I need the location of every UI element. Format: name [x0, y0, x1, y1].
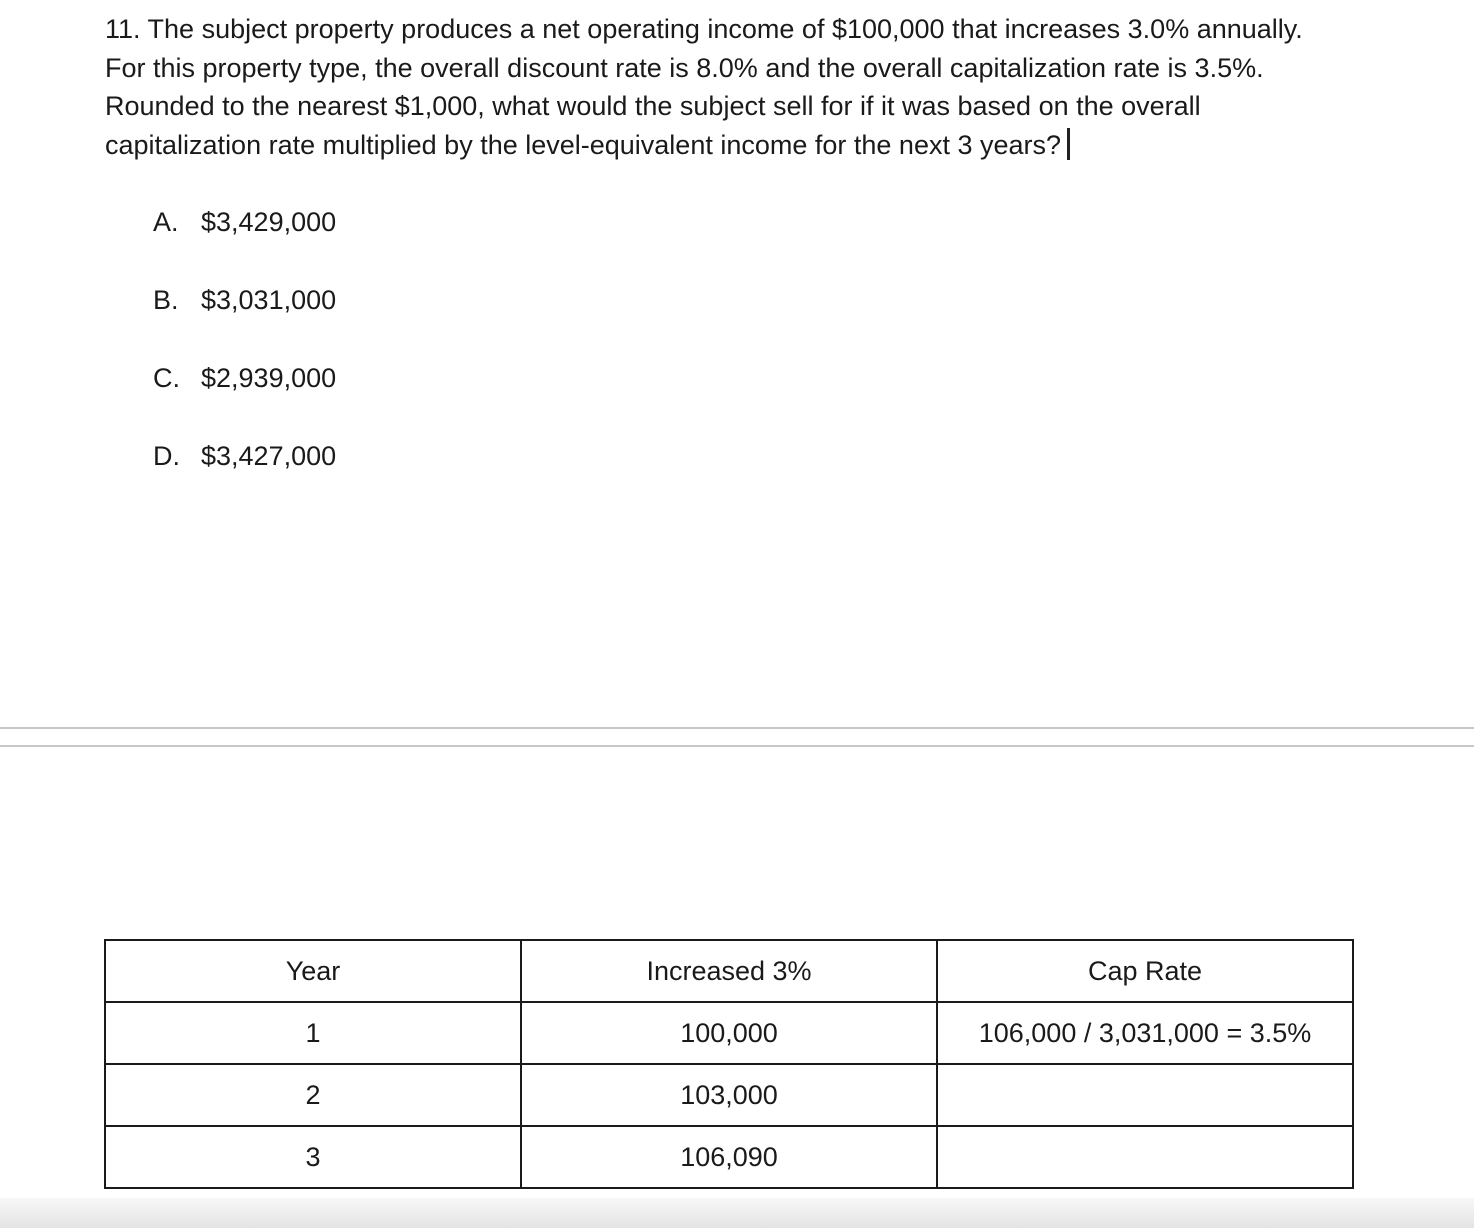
option-letter: C.: [153, 363, 180, 393]
question-number: 11.: [105, 14, 141, 44]
window-bottom-edge: [0, 1198, 1474, 1228]
option-d[interactable]: [153, 434, 336, 512]
question-body: The subject property produces a net operating income of $100,000 that increases 3.0% annually. For this property type, the overall discount rate is 8.0% and the overall capitalization rate is 3.5%. Rounded to the nearest $1,000, what would the subject sell for if it was based on the overall capitalization rate multiplied by the level-equivalent income for the next 3 years?: [105, 14, 1303, 160]
cell-cap-rate: [937, 1064, 1353, 1126]
cell-income: 106,090: [521, 1126, 937, 1188]
text-cursor: [1067, 128, 1070, 160]
cell-year: 1: [105, 1002, 521, 1064]
table-row: [105, 1064, 1353, 1126]
cell-cap-rate: 106,000 / 3,031,000 = 3.5%: [937, 1002, 1353, 1064]
option-letter: D.: [153, 441, 180, 471]
header-year: Year: [105, 940, 521, 1002]
option-letter: B.: [153, 285, 179, 315]
option-b[interactable]: [153, 278, 336, 356]
option-letter: A.: [153, 207, 179, 237]
option-c[interactable]: [153, 356, 336, 434]
section-divider: [0, 745, 1474, 747]
calculation-table: [104, 939, 1354, 1189]
option-a[interactable]: [153, 200, 336, 278]
question-text: [105, 10, 1345, 164]
cell-year: 3: [105, 1126, 521, 1188]
header-increased: Increased 3%: [521, 940, 937, 1002]
header-cap-rate: Cap Rate: [937, 940, 1353, 1002]
option-value: $3,031,000: [201, 285, 337, 315]
cell-cap-rate: [937, 1126, 1353, 1188]
cell-year: 2: [105, 1064, 521, 1126]
option-value: $2,939,000: [201, 363, 337, 393]
cell-income: 103,000: [521, 1064, 937, 1126]
table-header-row: [105, 940, 1353, 1002]
option-value: $3,427,000: [201, 441, 337, 471]
cell-income: 100,000: [521, 1002, 937, 1064]
section-divider: [0, 727, 1474, 729]
answer-options: [153, 200, 336, 512]
option-value: $3,429,000: [201, 207, 337, 237]
table-row: [105, 1126, 1353, 1188]
table-row: [105, 1002, 1353, 1064]
